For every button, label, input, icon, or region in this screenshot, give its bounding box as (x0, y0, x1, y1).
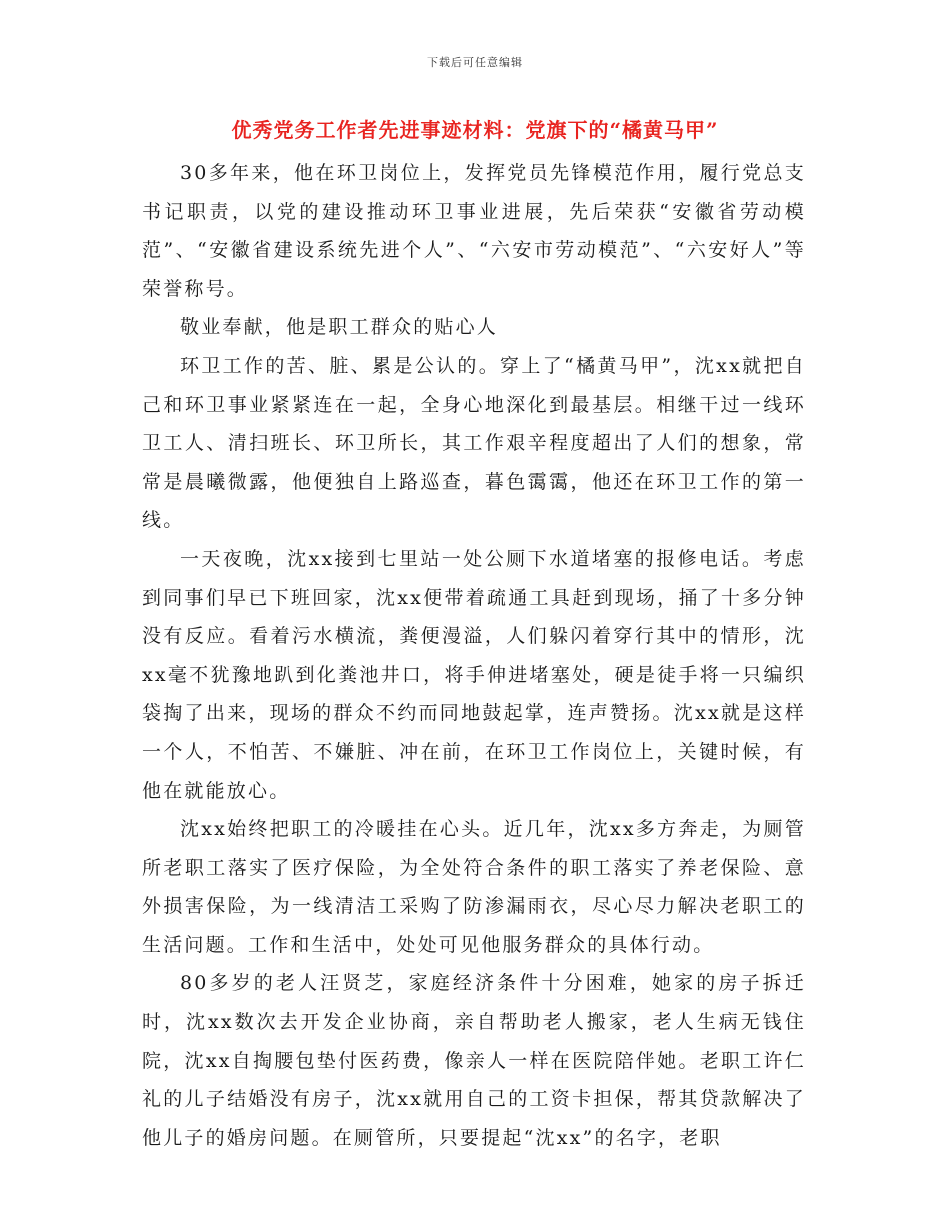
document-body (142, 154, 806, 1157)
paragraph-1: 30多年来，他在环卫岗位上，发挥党员先锋模范作用，履行党总支书记职责，以党的建设推动环卫事业进展，先后荣获“安徽省劳动模范”、“安徽省建设系统先进个人”、“六安市劳动模范”、“六安好人”等荣誉称号。 (142, 162, 806, 300)
paragraph-2: 环卫工作的苦、脏、累是公认的。穿上了“橘黄马甲”，沈xx就把自己和环卫事业紧紧连在一起，全身心地深化到最基层。相继干过一线环卫工人、清扫班长、环卫所长，其工作艰辛程度超出了人们的想象，常常是晨曦微露，他便独自上路巡查，暮色霭霭，他还在环卫工作的第一线。 (142, 354, 806, 532)
paragraph-4: 沈xx始终把职工的冷暖挂在心头。近几年，沈xx多方奔走，为厕管所老职工落实了医疗保险，为全处符合条件的职工落实了养老保险、意外损害保险，为一线清洁工采购了防渗漏雨衣，尽心尽力解决老职工的生活问题。工作和生活中，处处可见他服务群众的具体行动。 (142, 818, 806, 956)
paragraph-section-heading: 敬业奉献，他是职工群众的贴心人 (180, 316, 499, 339)
header-note: 下载后可任意编辑 (427, 56, 523, 69)
document-title: 优秀党务工作者先进事迹材料：党旗下的“橘黄马甲” (231, 118, 719, 142)
paragraph-3: 一天夜晚，沈xx接到七里站一处公厕下水道堵塞的报修电话。考虑到同事们早已下班回家，沈xx便带着疏通工具赶到现场，捅了十多分钟没有反应。看着污水横流，粪便漫溢，人们躲闪着穿行其中的情形，沈xx毫不犹豫地趴到化粪池井口，将手伸进堵塞处，硬是徒手将一只编织袋掏了出来，现场的群众不约而同地鼓起掌，连声赞扬。沈xx就是这样一个人，不怕苦、不嫌脏、冲在前，在环卫工作岗位上，关键时候，有他在就能放心。 (142, 547, 806, 802)
paragraph-5: 80多岁的老人汪贤芝，家庭经济条件十分困难，她家的房子拆迁时，沈xx数次去开发企业协商，亲自帮助老人搬家，老人生病无钱住院，沈xx自掏腰包垫付医药费，像亲人一样在医院陪伴她。老职工许仁礼的儿子结婚没有房子，沈xx就用自己的工资卡担保，帮其贷款解决了他儿子的婚房问题。在厕管所，只要提起“沈xx”的名字，老职 (142, 972, 806, 1149)
